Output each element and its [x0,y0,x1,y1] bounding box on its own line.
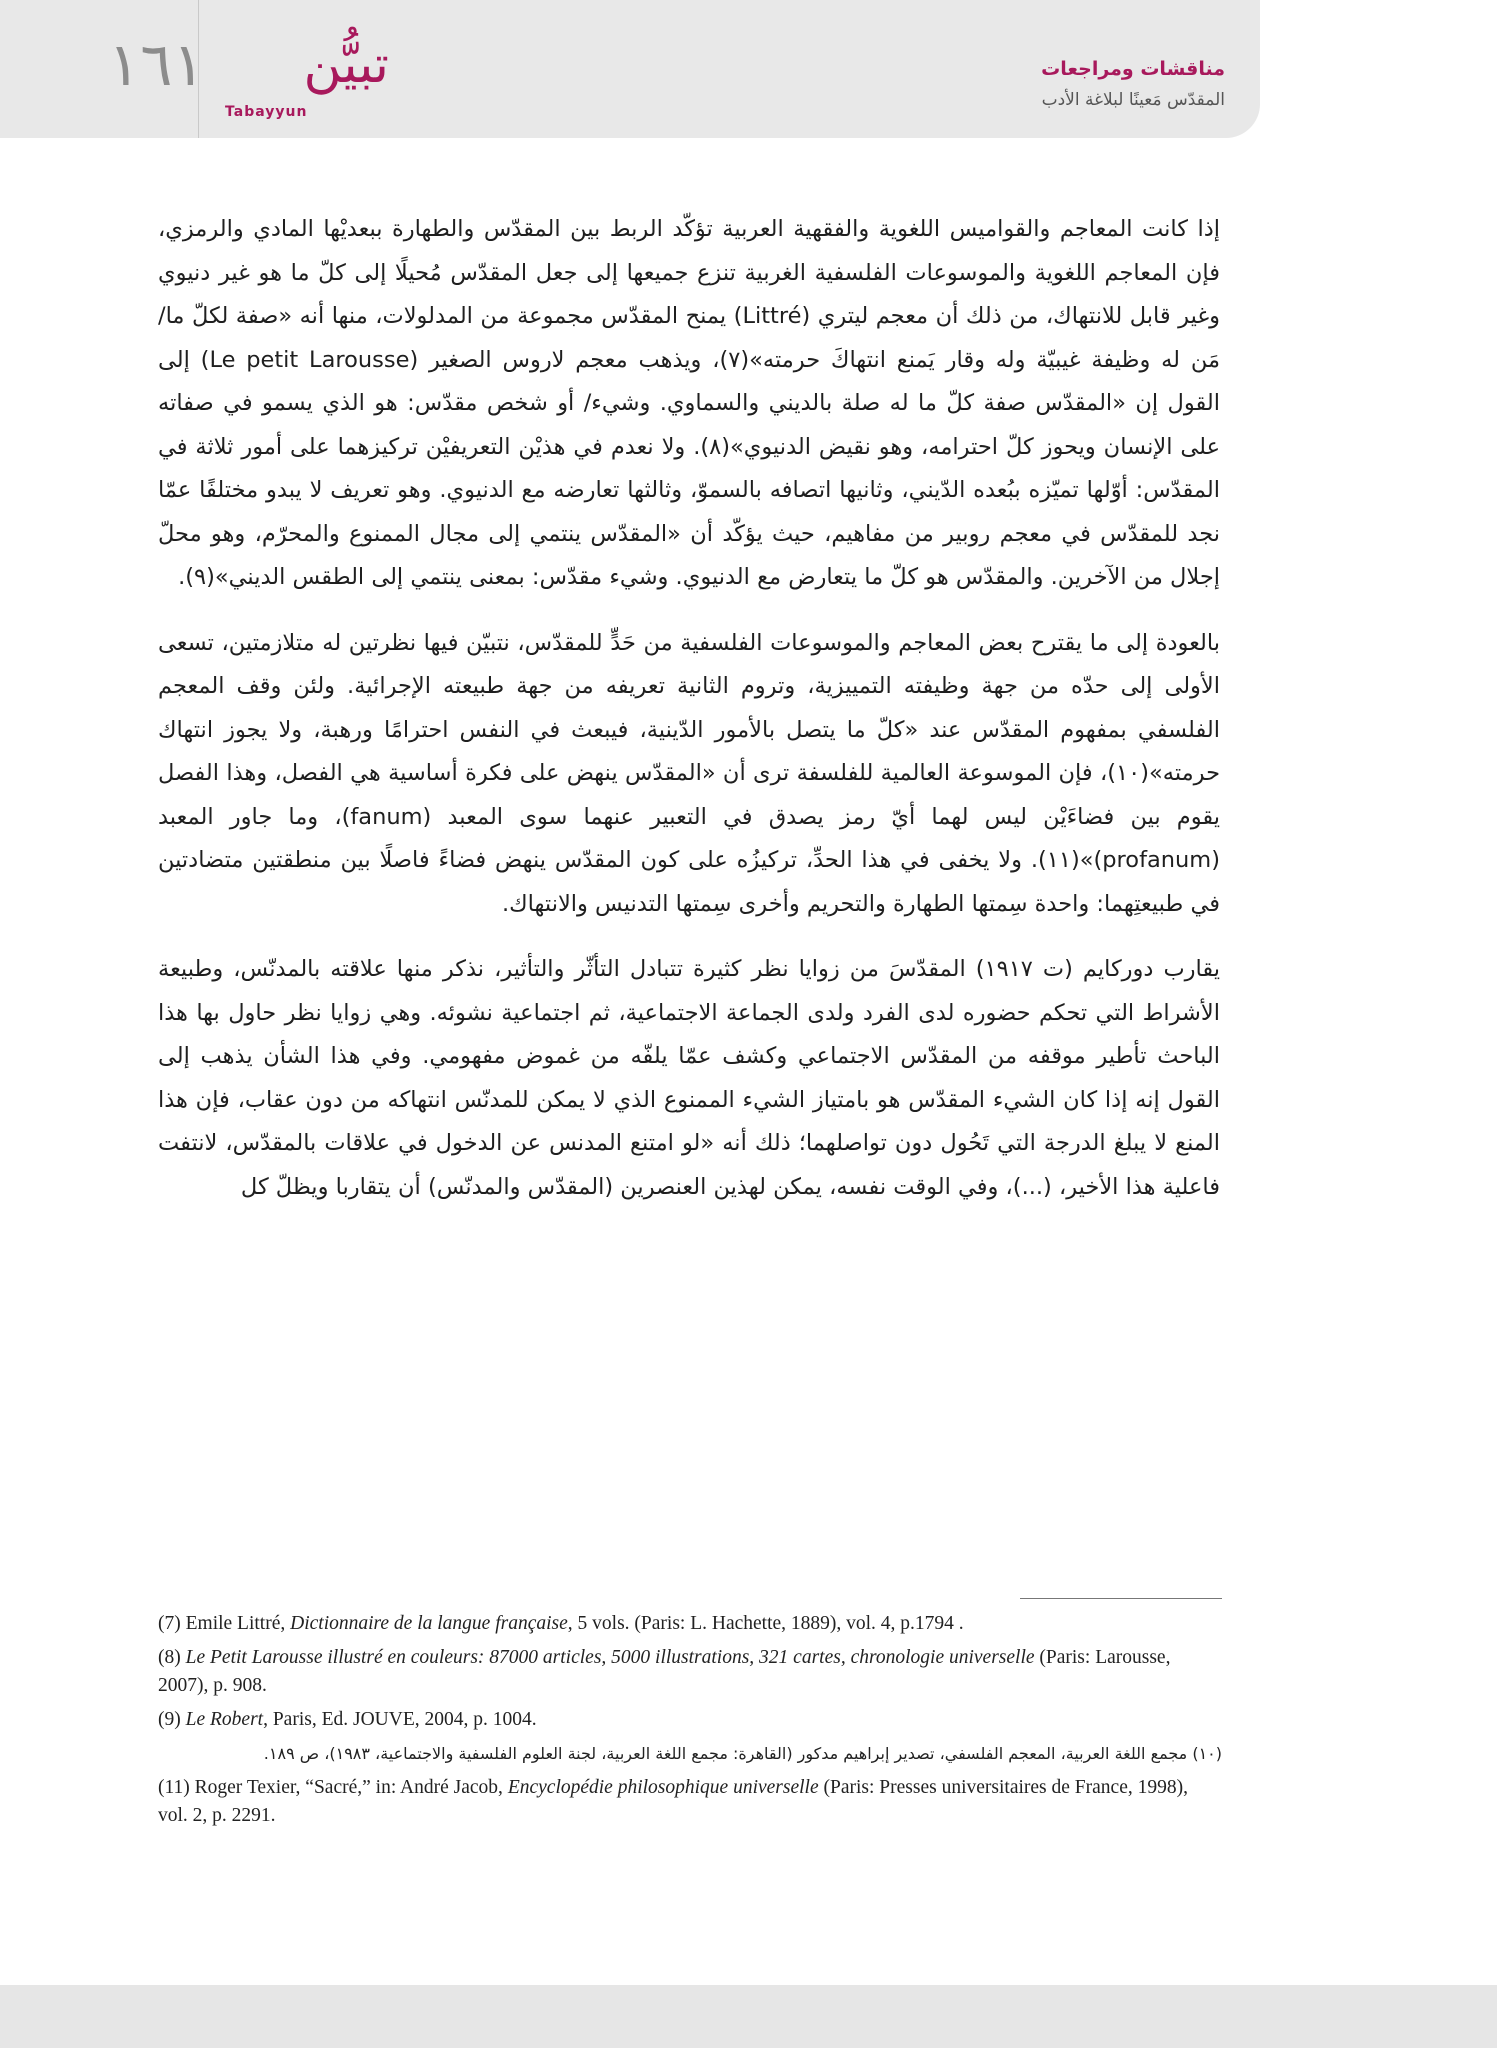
article-running-title: المقدّس مَعينًا لبلاغة الأدب [1041,90,1225,110]
footnote-separator [1020,1598,1222,1599]
journal-logo [215,36,395,128]
paragraph: إذا كانت المعاجم والقواميس اللغوية والفقهية العربية تؤكّد الربط بين المقدّس والطهارة ببعديْها المادي والرمزي، فإن المعاجم اللغوية والموسوعات الفلسفية الغربية تنزع جميعها إلى جعل المقدّس مُحيلًا إلى كلّ ما هو غير دنيوي وغير قابل للانتهاك، من ذلك أن معجم ليتري (Littré) يمنح المقدّس مجموعة من المدلولات، منها أنه «صفة لكلّ ما/ مَن له وظيفة غيبيّة وله وقار يَمنع انتهاكَ حرمته»(٧)، ويذهب معجم لاروس الصغير (Le petit Larousse) إلى القول إن «المقدّس صفة كلّ ما له صلة بالديني والسماوي. وشيء/ أو شخص مقدّس: هو الذي يسمو في صفاته على الإنسان ويحوز كلّ احترامه، وهو نقيض الدنيوي»(٨). ولا نعدم في هذيْن التعريفيْن تركيزهما على أمور ثلاثة في المقدّس: أوّلها تميّزه ببُعده الدّيني، وثانيها اتصافه بالسموّ، وثالثها تعارضه مع الدنيوي. وهو تعريف لا يبدو مختلفًا عمّا نجد للمقدّس في معجم روبير من مفاهيم، حيث يؤكّد أن «المقدّس ينتمي إلى مجال الممنوع والمحرّم، وهو محلّ إجلال من الآخرين. والمقدّس هو كلّ ما يتعارض مع الدنيوي. وشيء مقدّس: بمعنى ينتمي إلى الطقس الديني»(٩). [158,216,1221,590]
article-body [158,208,1220,1231]
footnotes [158,1610,1222,1836]
footnote-10: (١٠) مجمع اللغة العربية، المعجم الفلسفي، تصدير إبراهيم مدكور (القاهرة: مجمع اللغة العربية، لجنة العلوم الفلسفية والاجتماعية، ١٩٨٣)، ص ١٨٩. [263,1744,1222,1763]
logo-latin: Tabayyun [225,104,308,120]
footnote-9: (9) Le Robert, Paris, Ed. JOUVE, 2004, p. 1004. [158,1709,537,1730]
footnote-11: (11) Roger Texier, “Sacré,” in: André Jacob, Encyclopédie philosophique universelle (Paris: Presses universitaires de France, 1998), vol. 2, p. 2291. [158,1777,1188,1826]
paragraph: يقارب دوركايم (ت ١٩١٧) المقدّسَ من زوايا نظر كثيرة تتبادل التأثّر والتأثير، نذكر منها علاقته بالمدنّس، وطبيعة الأشراط التي تحكم حضوره لدى الفرد ولدى الجماعة الاجتماعية، ثم اجتماعية نشوئه. وهي زوايا نظر حاول بها هذا الباحث تأطير موقفه من المقدّس الاجتماعي وكشف عمّا يلفّه من غموض مفهومي. وفي هذا الشأن يذهب إلى القول إنه إذا كان الشيء المقدّس هو بامتياز الشيء الممنوع الذي لا يمكن للمدنّس انتهاكه من دون عقاب، فإن هذا المنع لا يبلغ الدرجة التي تَحُول دون تواصلهما؛ ذلك أنه «لو امتنع المدنس عن الدخول في علاقات بالمقدّس، لانتفت فاعلية هذا الأخير، (...)، وفي الوقت نفسه، يمكن لهذين العنصرين (المقدّس والمدنّس) أن يتقاربا ويظلّ كل [158,956,1220,1200]
page-number: ١٦١ [108,30,205,100]
footer-band [0,1985,1497,2048]
footnote-7: (7) Emile Littré, Dictionnaire de la langue française, 5 vols. (Paris: L. Hachette, 1889), vol. 4, p.1794 . [158,1613,964,1634]
paragraph: بالعودة إلى ما يقترح بعض المعاجم والموسوعات الفلسفية من حَدٍّ للمقدّس، نتبيّن فيها نظرتين له متلازمتين، تسعى الأولى إلى حدّه من جهة وظيفته التمييزية، وتروم الثانية تعريفه من جهة طبيعته الإجرائية. ولئن وقف المعجم الفلسفي بمفهوم المقدّس عند «كلّ ما يتصل بالأمور الدّينية، فيبعث في النفس احترامًا ورهبة، ولا يجوز انتهاك حرمته»(١٠)، فإن الموسوعة العالمية للفلسفة ترى أن «المقدّس ينهض على فكرة أساسية هي الفصل، وهذا الفصل يقوم بين فضاءَيْن ليس لهما أيّ رمز يصدق في التعبير عنهما سوى المعبد (fanum)، وما جاور المعبد (profanum)»(١١). ولا يخفى في هذا الحدِّ، تركيزُه على كون المقدّس ينهض فضاءً فاصلًا بين منطقتين متضادتين في طبيعتِهما: واحدة سِمتها الطهارة والتحريم وأخرى سِمتها التدنيس والانتهاك. [158,629,1220,917]
logo-arabic: تبيُّن [303,35,389,95]
section-title: مناقشات ومراجعات [1041,58,1225,80]
footnote-8: (8) Le Petit Larousse illustré en couleurs: 87000 articles, 5000 illustrations, 321 cartes, chronologie universelle (Paris: Larousse, 2007), p. 908. [158,1647,1171,1696]
